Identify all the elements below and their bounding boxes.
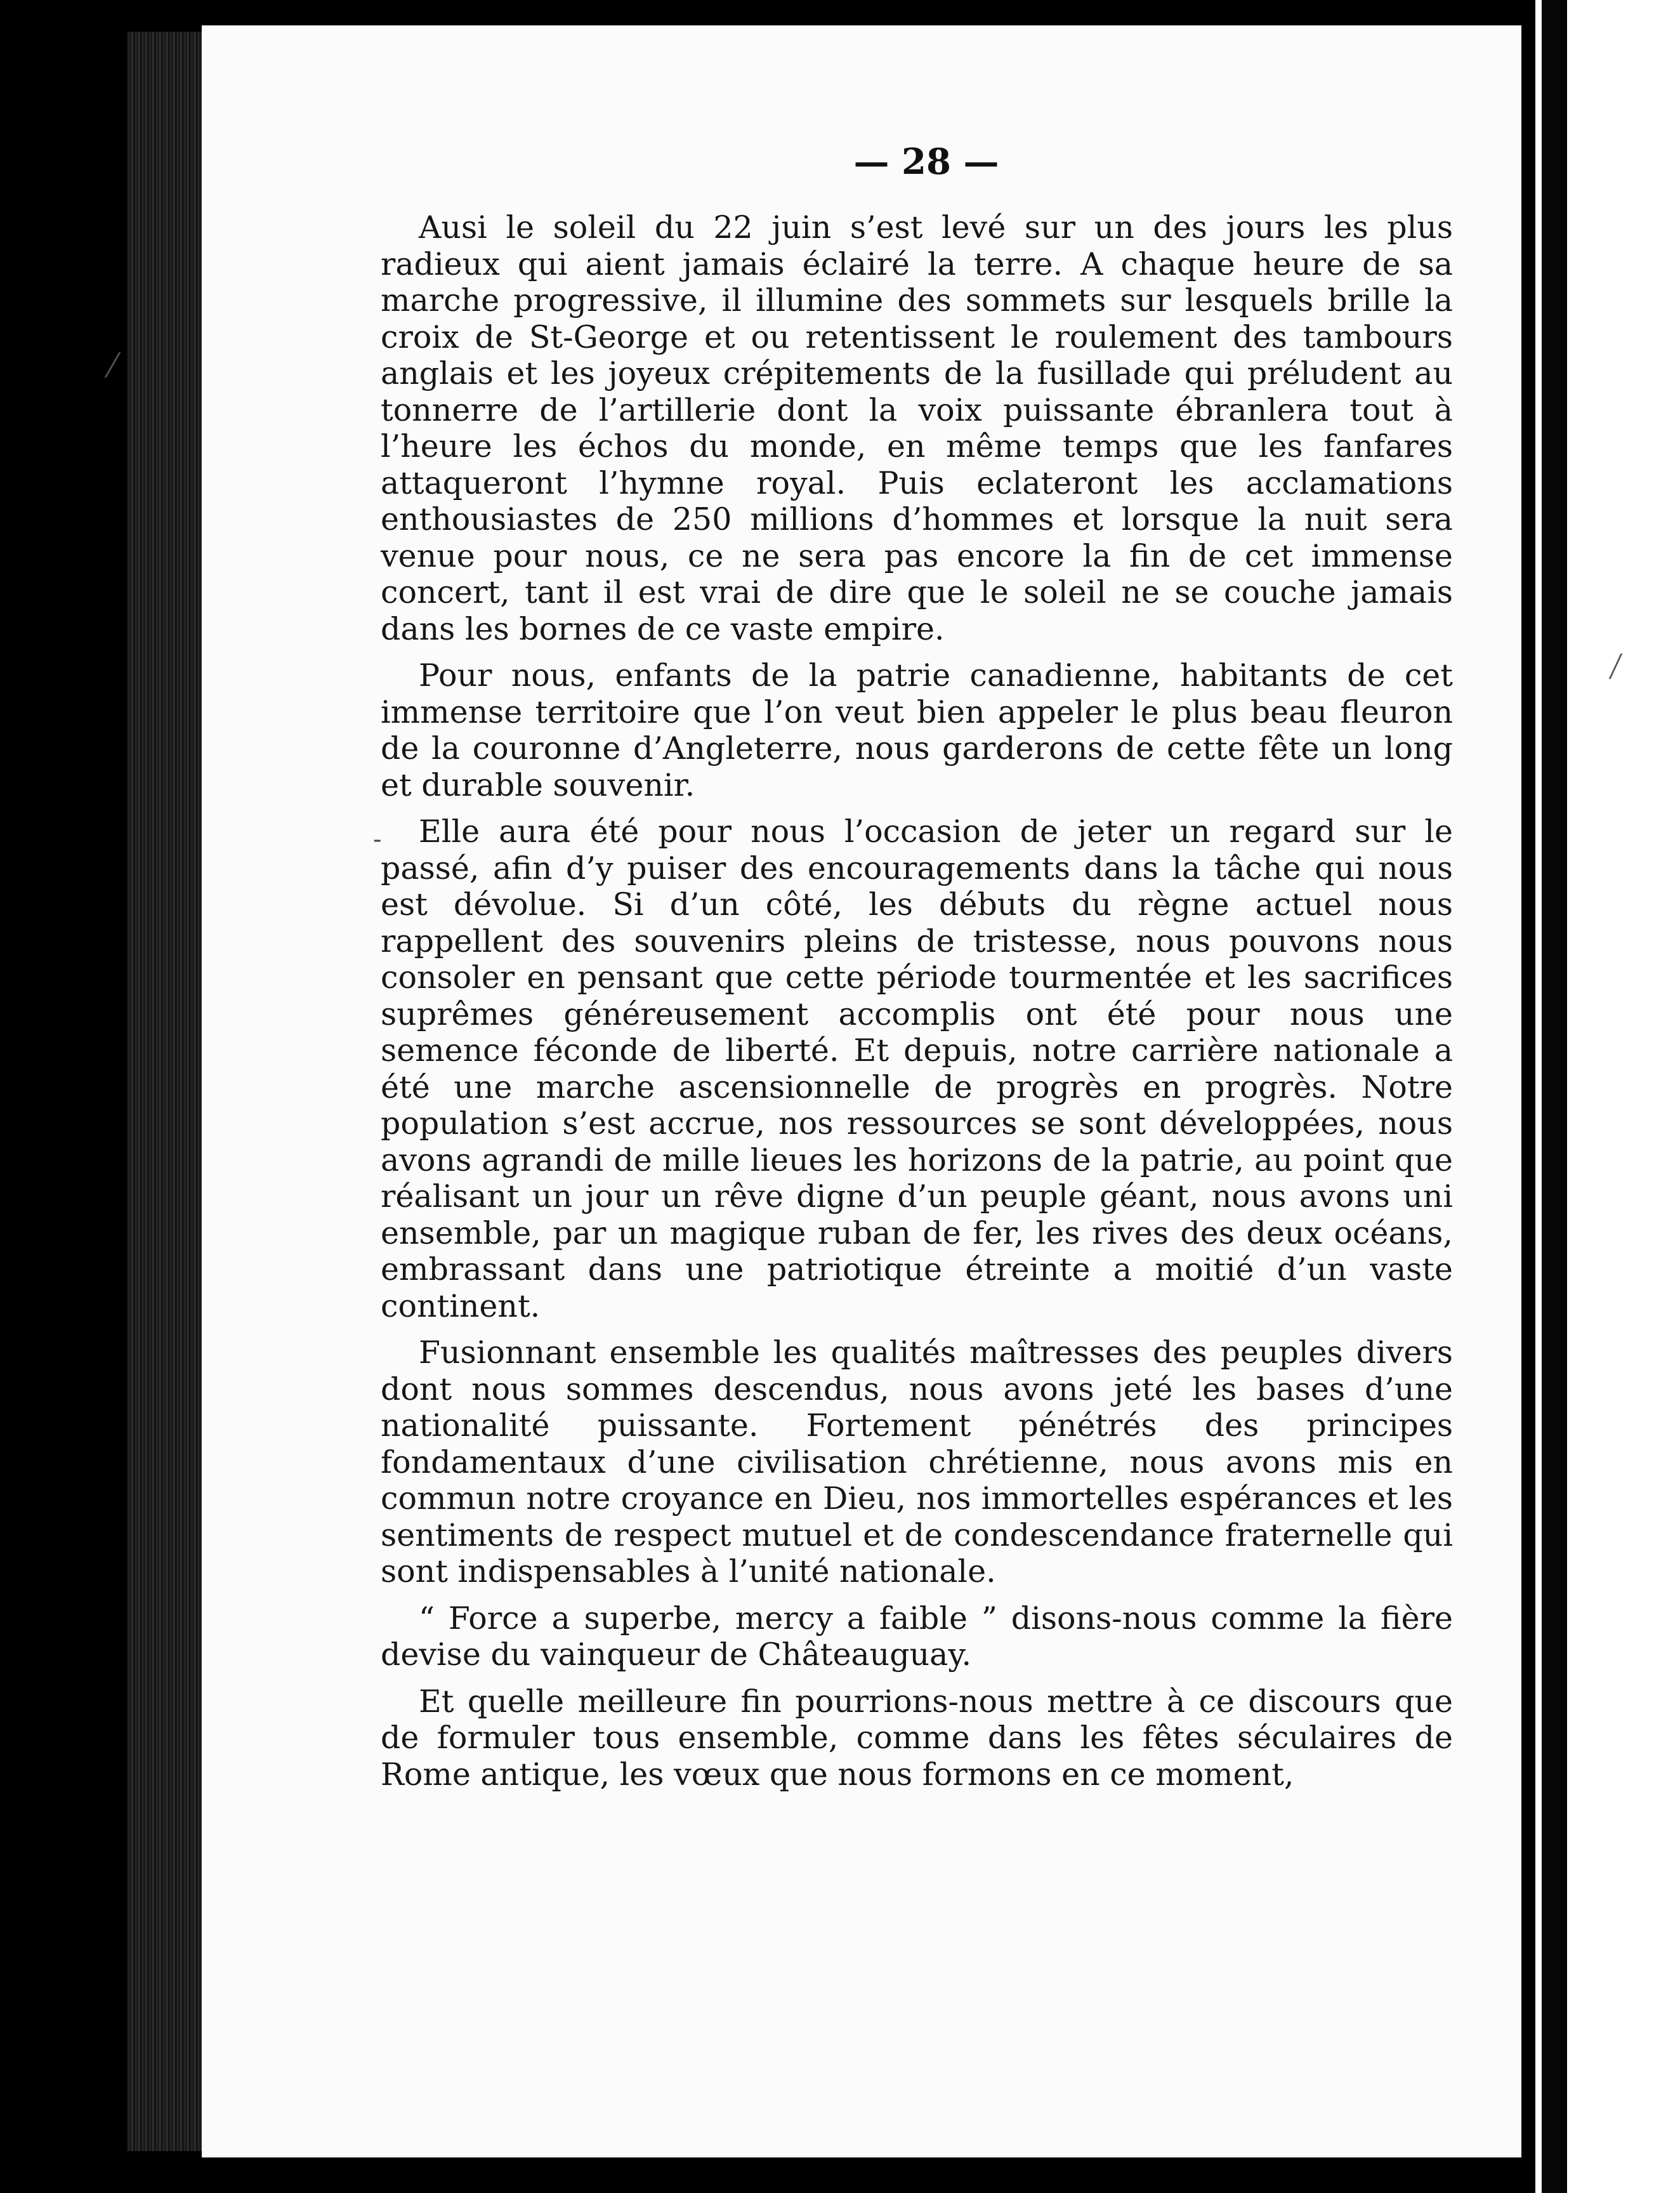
margin-dash: -: [373, 825, 382, 854]
paragraph: Elle aura été pour nous l’occasion de jeter un regard sur le passé, afin d’y puiser des encouragements dans la tâche qui nous est dévolue. Si d’un côté, les débuts du règne actuel nous rappellent des souvenirs pleins de tristesse, nous pouvons nous consoler en pensant que cette période tourmentée et les sacrifices suprêmes généreusement accomplis ont été pour nous une semence féconde de liberté. Et depuis, notre carrière nationale a été une marche ascensionnelle de progrès en progrès. Notre population s’est accrue, nos ressources se sont développées, nous avons agrandi de mille lieues les horizons de la patrie, au point que réalisant un jour un rêve digne d’un peuple géant, nous avons uni ensemble, par un magique ruban de fer, les rives des deux océans, embrassant dans une patriotique étreinte a moitié d’un vaste continent.: [381, 813, 1453, 1324]
paragraph: Ausi le soleil du 22 juin s’est levé sur un des jours les plus radieux qui aient jamais éclairé la terre. A chaque heure de sa marche progressive, il illumine des sommets sur lesquels brille la croix de St-George et ou retentissent le roulement des tambours anglais et les joyeux crépitements de la fusillade qui préludent au tonnerre de l’artillerie dont la voix puissante ébranlera tout à l’heure les échos du monde, en même temps que les fanfares attaqueront l’hymne royal. Puis eclateront les acclamations enthousiastes de 250 millions d’hommes et lorsque la nuit sera venue pour nous, ce ne sera pas encore la fin de cet immense concert, tant il est vrai de dire que le soleil ne se couche jamais dans les bornes de ce vaste empire.: [381, 209, 1453, 647]
binding-shadow: [1542, 0, 1567, 2193]
paragraph: Pour nous, enfants de la patrie canadienne, habitants de cet immense territoire que l’on veut bien appeler le plus beau fleuron de la couronne d’Angleterre, nous garderons de cette fête un long et durable souvenir.: [381, 657, 1453, 803]
paragraph: Fusionnant ensemble les qualités maîtresses des peuples divers dont nous sommes descendus, nous avons jeté les bases d’une nationalité puissante. Fortement pénétrés des principes fondamentaux d’une civilisation chrétienne, nous avons mis en commun notre croyance en Dieu, nos immortelles espérances et les sentiments de respect mutuel et de condescendance fraternelle qui sont indispensables à l’unité nationale.: [381, 1334, 1453, 1590]
paragraph: Et quelle meilleure fin pourrions-nous mettre à ce discours que de formuler tous ensemble, comme dans les fêtes séculaires de Rome antique, les vœux que nous formons en ce moment,: [381, 1683, 1453, 1793]
right-page-margin: [1535, 0, 1680, 2193]
page-number: — 28 —: [853, 141, 999, 183]
book-page-edges: [127, 32, 209, 2151]
body-text: [381, 209, 1453, 1803]
paragraph: “ Force a superbe, mercy a faible ” disons-nous comme la fière devise du vainqueur de Châteauguay.: [381, 1600, 1453, 1673]
